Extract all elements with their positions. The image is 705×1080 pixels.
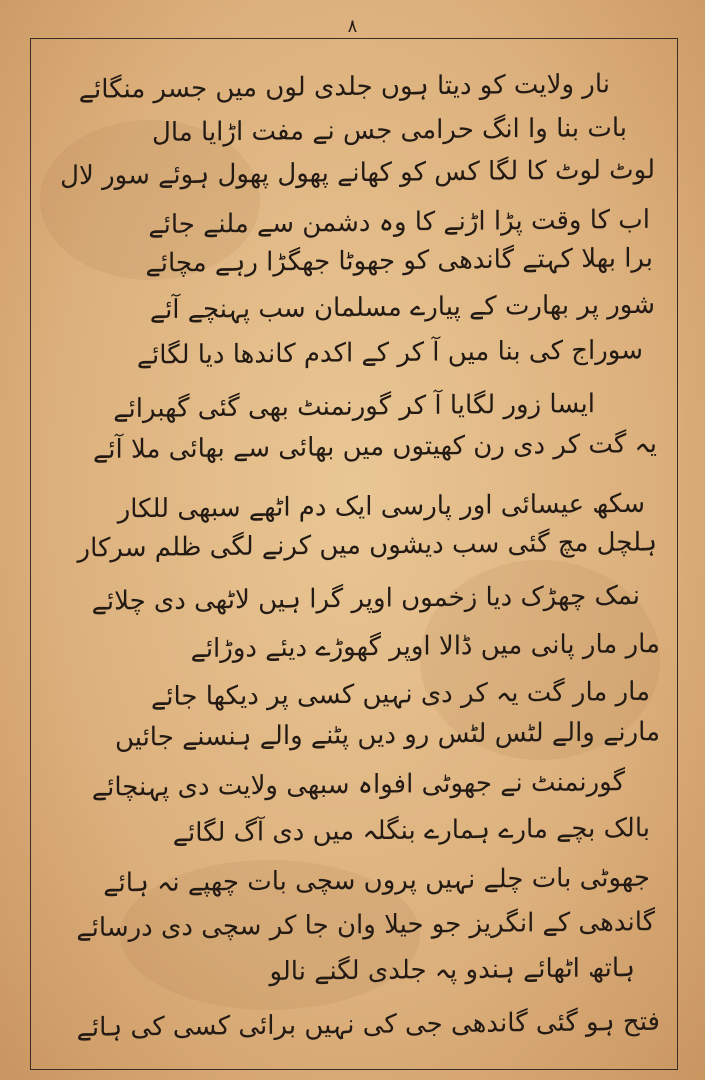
verse-line: ہاتھ اٹھائے ہندو پہ جلدی لگنے نالو <box>269 953 635 987</box>
verse-line: جھوٹی بات چلے نہیں پروں سچی بات چھپے نہ ہائے <box>103 862 650 899</box>
verse-line: مار مار پانی میں ڈالا اوپر گھوڑے دیئے دوڑائے <box>190 629 660 664</box>
verse-line: ایسا زور لگایا آ کر گورنمنٹ بھی گئی گھبرائے <box>113 389 595 425</box>
verse-line: گورنمنٹ نے جھوٹی افواہ سبھی ولایت دی پہنچائے <box>91 767 625 803</box>
verse-line: سکھ عیسائی اور پارسی ایک دم اٹھے سبھی للکار <box>117 488 645 525</box>
page-number: ٨ <box>347 16 358 37</box>
verse-line: سوراج کی بنا میں آ کر کے اکدم کاندھا دیا لگائے <box>136 335 643 371</box>
verse-line: بات بنا وا انگ حرامی جس نے مفت اڑایا مال <box>152 112 627 148</box>
verse-line: نار ولایت کو دیتا ہوں جلدی لوں میں جسر منگائے <box>78 69 610 105</box>
verse-line: نمک چھڑک دیا زخموں اوپر گرا ہیں لاٹھی دی چلائے <box>91 580 640 617</box>
verse-line: فتح ہو گئی گاندھی جی کی نہیں برائی کسی کی ہائے <box>76 1006 660 1043</box>
verse-line: مار مار گت یہ کر دی نہیں کسی پر دیکھا جائے <box>151 676 650 713</box>
verse-line: یہ گت کر دی رن کھیتوں میں بھائی سے بھائی ملا آئے <box>93 429 657 465</box>
verse-line: شور پر بھارت کے پیارے مسلمان سب پہنچے آئے <box>149 289 655 326</box>
verse-line: اب کا وقت پڑا اڑنے کا وہ دشمن سے ملنے جائے <box>148 204 650 241</box>
verse-line: گاندھی کے انگریز جو حیلا وان جا کر سچی دی درسائے <box>76 907 655 944</box>
verse-line: مارنے والے لٹس لٹس رو دیں پٹنے والے ہنسنے جائیں <box>114 717 660 753</box>
verse-line: برا بھلا کہتے گاندھی کو جھوٹا جھگڑا رہے مچائے <box>145 243 653 279</box>
verse-line: ہلچل مچ گئی سب دیشوں میں کرنے لگی ظلم سرکار <box>77 527 657 564</box>
verse-line: بالک بچے مارے ہمارے بنگلہ میں دی آگ لگائے <box>172 813 650 849</box>
verse-line: لوٹ لوٹ کا لگا کس کو کھانے پھول پھول ہوئے سور لال <box>60 154 655 192</box>
